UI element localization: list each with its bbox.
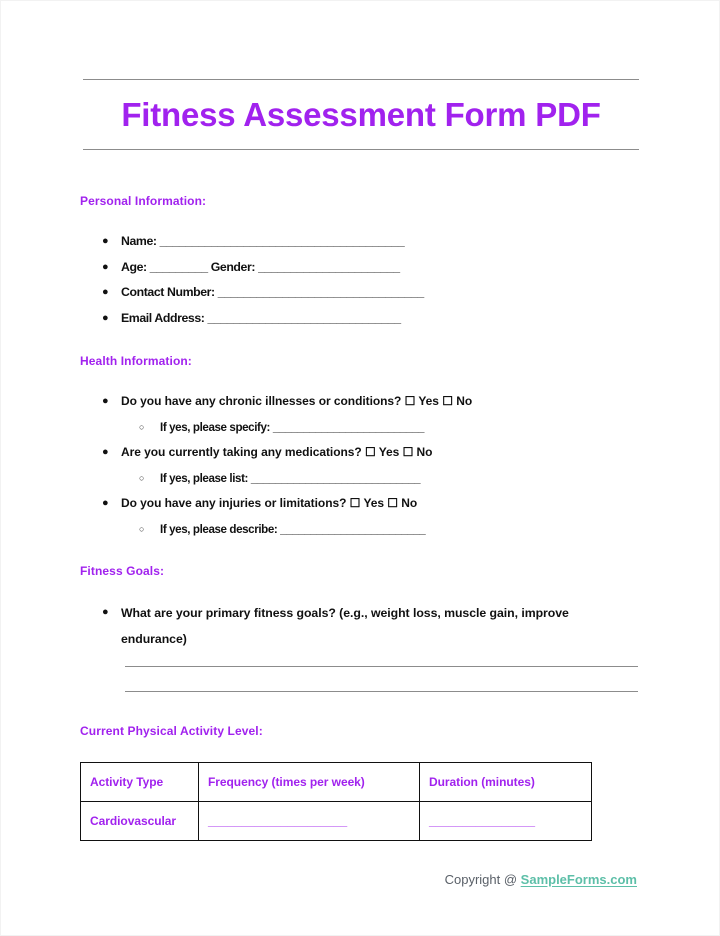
cell-activity-type: Cardiovascular [81,802,199,841]
list-item [80,491,660,517]
field-name: Name: ______________________________________ [121,234,405,248]
field-age-gender: Age: _________ Gender: ______________________ [121,259,400,274]
list-item [80,306,660,332]
list-item [80,517,660,543]
column-header-activity-type: Activity Type [81,763,199,802]
column-header-duration: Duration (minutes) [420,763,592,802]
question-chronic-illness: Do you have any chronic illnesses or conditions? ☐ Yes ☐ No [121,394,473,408]
activity-table [80,762,592,841]
list-item [80,466,660,492]
copyright-text: Copyright @ [444,872,518,887]
bullet-icon: ● [102,286,109,299]
list-item [80,389,660,415]
answer-line[interactable] [125,666,638,667]
table-row [81,802,592,841]
list-item [80,440,660,466]
health-information-list [80,389,660,543]
fitness-goals-answer-area[interactable] [125,666,638,692]
bullet-icon: ● [102,395,109,407]
cell-frequency-blank[interactable]: _____________________ [199,802,420,841]
question-injuries: Do you have any injuries or limitations? ☐ Yes ☐ No [121,496,418,511]
question-medications: Are you currently taking any medications? ☐ Yes ☐ No [121,445,433,460]
field-contact-number: Contact Number: ________________________________ [121,285,424,300]
brand-link[interactable]: SampleForms.com [520,872,637,887]
bullet-icon: ● [102,606,109,618]
field-injuries-describe: If yes, please describe: ________________________ [160,522,426,536]
bullet-icon: ● [102,235,109,247]
sub-bullet-icon: ○ [139,472,145,483]
bullet-icon: ● [102,311,109,324]
field-medications-list: If yes, please list: ____________________________ [160,471,421,485]
section-heading-current-physical-activity-level: Current Physical Activity Level: [80,724,263,738]
page-title: Fitness Assessment Form PDF [121,96,601,133]
field-chronic-illness-specify: If yes, please specify: _________________________ [160,420,425,434]
title-block [83,79,639,150]
list-item [80,600,610,652]
bullet-icon: ● [102,260,109,273]
section-heading-personal-information: Personal Information: [80,194,207,208]
title-rule-bottom [83,149,639,150]
personal-information-list [80,229,660,331]
list-item [80,229,660,255]
bullet-icon: ● [102,446,109,459]
table-header-row [81,763,592,802]
answer-line[interactable] [125,691,638,692]
column-header-frequency: Frequency (times per week) [199,763,420,802]
sub-bullet-icon: ○ [139,523,145,534]
sub-bullet-icon: ○ [139,421,145,432]
field-email-address: Email Address: ______________________________ [121,310,401,325]
fitness-goals-list [80,600,660,652]
list-item [80,255,660,281]
section-heading-fitness-goals: Fitness Goals: [80,564,165,578]
cell-duration-blank[interactable]: ________________ [420,802,592,841]
question-primary-fitness-goals: What are your primary fitness goals? (e.g., weight loss, muscle gain, improve endurance) [121,606,569,646]
list-item [80,415,660,441]
section-heading-health-information: Health Information: [80,354,192,368]
list-item [80,280,660,306]
bullet-icon: ● [102,497,109,510]
footer [445,872,637,887]
